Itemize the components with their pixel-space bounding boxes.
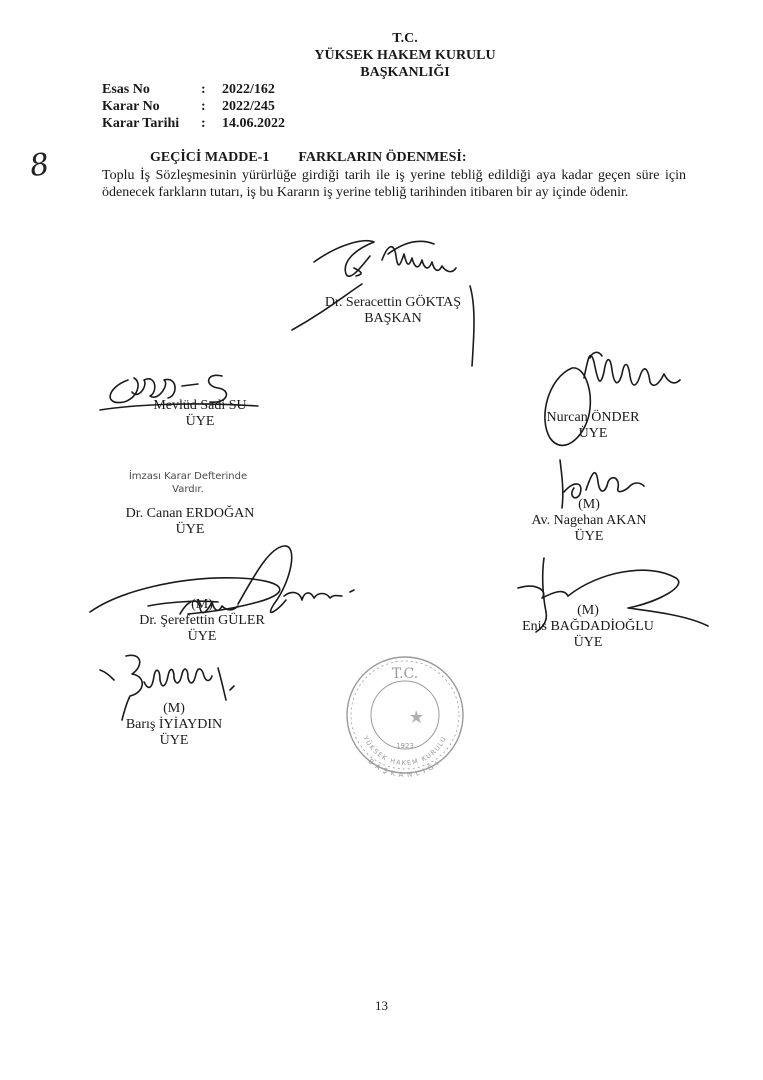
mevlud-name: Mevlüd Sadi SU — [153, 398, 247, 413]
document-header — [0, 30, 763, 81]
page-number: 13 — [375, 998, 388, 1013]
article-heading: GEÇİCİ MADDE-1 — [150, 150, 270, 165]
article-body: Toplu İş Sözleşmesinin yürürlüğe girdiği tarih ile iş yerine tebliğ edildiği aya kadar geçen süre için ödenecek farkların tutarı, iş bu Kararın iş yerine tebliğ tarihinden itibaren bir ay içinde ödenir. — [102, 168, 686, 200]
nagehan-name: Av. Nagehan AKAN — [531, 513, 647, 528]
meta-label: Karar No — [102, 99, 160, 114]
meta-sep: : — [201, 99, 206, 114]
meta-value: 14.06.2022 — [222, 116, 285, 131]
meta-label: Esas No — [102, 82, 150, 97]
official-seal — [340, 650, 470, 780]
meta-value: 2022/162 — [222, 82, 275, 97]
mevlud-block — [138, 398, 262, 430]
meta-sep: : — [201, 116, 206, 131]
baris-block — [112, 701, 236, 749]
canan-block — [110, 506, 270, 538]
mevlud-role: ÜYE — [185, 414, 215, 429]
svg-text:T.C.: T.C. — [391, 666, 419, 682]
svg-text:1923: 1923 — [396, 742, 414, 750]
canan-role: ÜYE — [175, 522, 205, 537]
header-tc: T.C. — [392, 31, 418, 46]
meta-value: 2022/245 — [222, 99, 275, 114]
nagehan-block — [520, 497, 658, 545]
seal-inner-text: YÜKSEK HAKEM KURULU — [361, 734, 449, 768]
nagehan-role: ÜYE — [574, 529, 604, 544]
serefettin-name: Dr. Şerefettin GÜLER — [139, 613, 265, 628]
signature-book-note — [108, 470, 268, 496]
canan-name: Dr. Canan ERDOĞAN — [125, 506, 255, 521]
baris-role: ÜYE — [159, 733, 189, 748]
article-subheading: FARKLARIN ÖDENMESİ: — [298, 150, 467, 165]
seal-bottom-text: BAŞKANLIĞI — [366, 757, 444, 780]
enis-mark: (M) — [577, 603, 599, 618]
serefettin-block — [118, 597, 286, 645]
baris-name: Barış İYİAYDIN — [125, 717, 223, 732]
nagehan-mark: (M) — [578, 497, 600, 512]
nurcan-role: ÜYE — [578, 426, 608, 441]
header-presidency: BAŞKANLIĞI — [360, 65, 450, 80]
note-line1: İmzası Karar Defterinde — [128, 471, 248, 482]
enis-role: ÜYE — [573, 635, 603, 650]
meta-row-karar — [102, 99, 302, 116]
meta-label: Karar Tarihi — [102, 116, 180, 131]
president-role: BAŞKAN — [364, 311, 422, 326]
nurcan-name: Nurcan ÖNDER — [546, 410, 640, 425]
serefettin-role: ÜYE — [187, 629, 217, 644]
meta-row-esas — [102, 82, 302, 99]
meta-row-tarih — [102, 116, 302, 133]
president-block — [318, 295, 468, 327]
baris-mark: (M) — [163, 701, 185, 716]
header-institution: YÜKSEK HAKEM KURULU — [314, 48, 496, 63]
enis-block — [508, 603, 668, 651]
case-info — [102, 82, 302, 133]
meta-sep: : — [201, 82, 206, 97]
article-heading-row — [150, 150, 467, 166]
enis-name: Enis BAĞDADİOĞLU — [522, 619, 654, 634]
handwritten-margin-mark: 8 — [27, 146, 52, 185]
serefettin-mark: (M) — [191, 597, 213, 612]
note-line2: Vardır. — [172, 484, 204, 495]
nurcan-block — [538, 410, 648, 442]
president-name: Dr. Seracettin GÖKTAŞ — [324, 295, 462, 310]
